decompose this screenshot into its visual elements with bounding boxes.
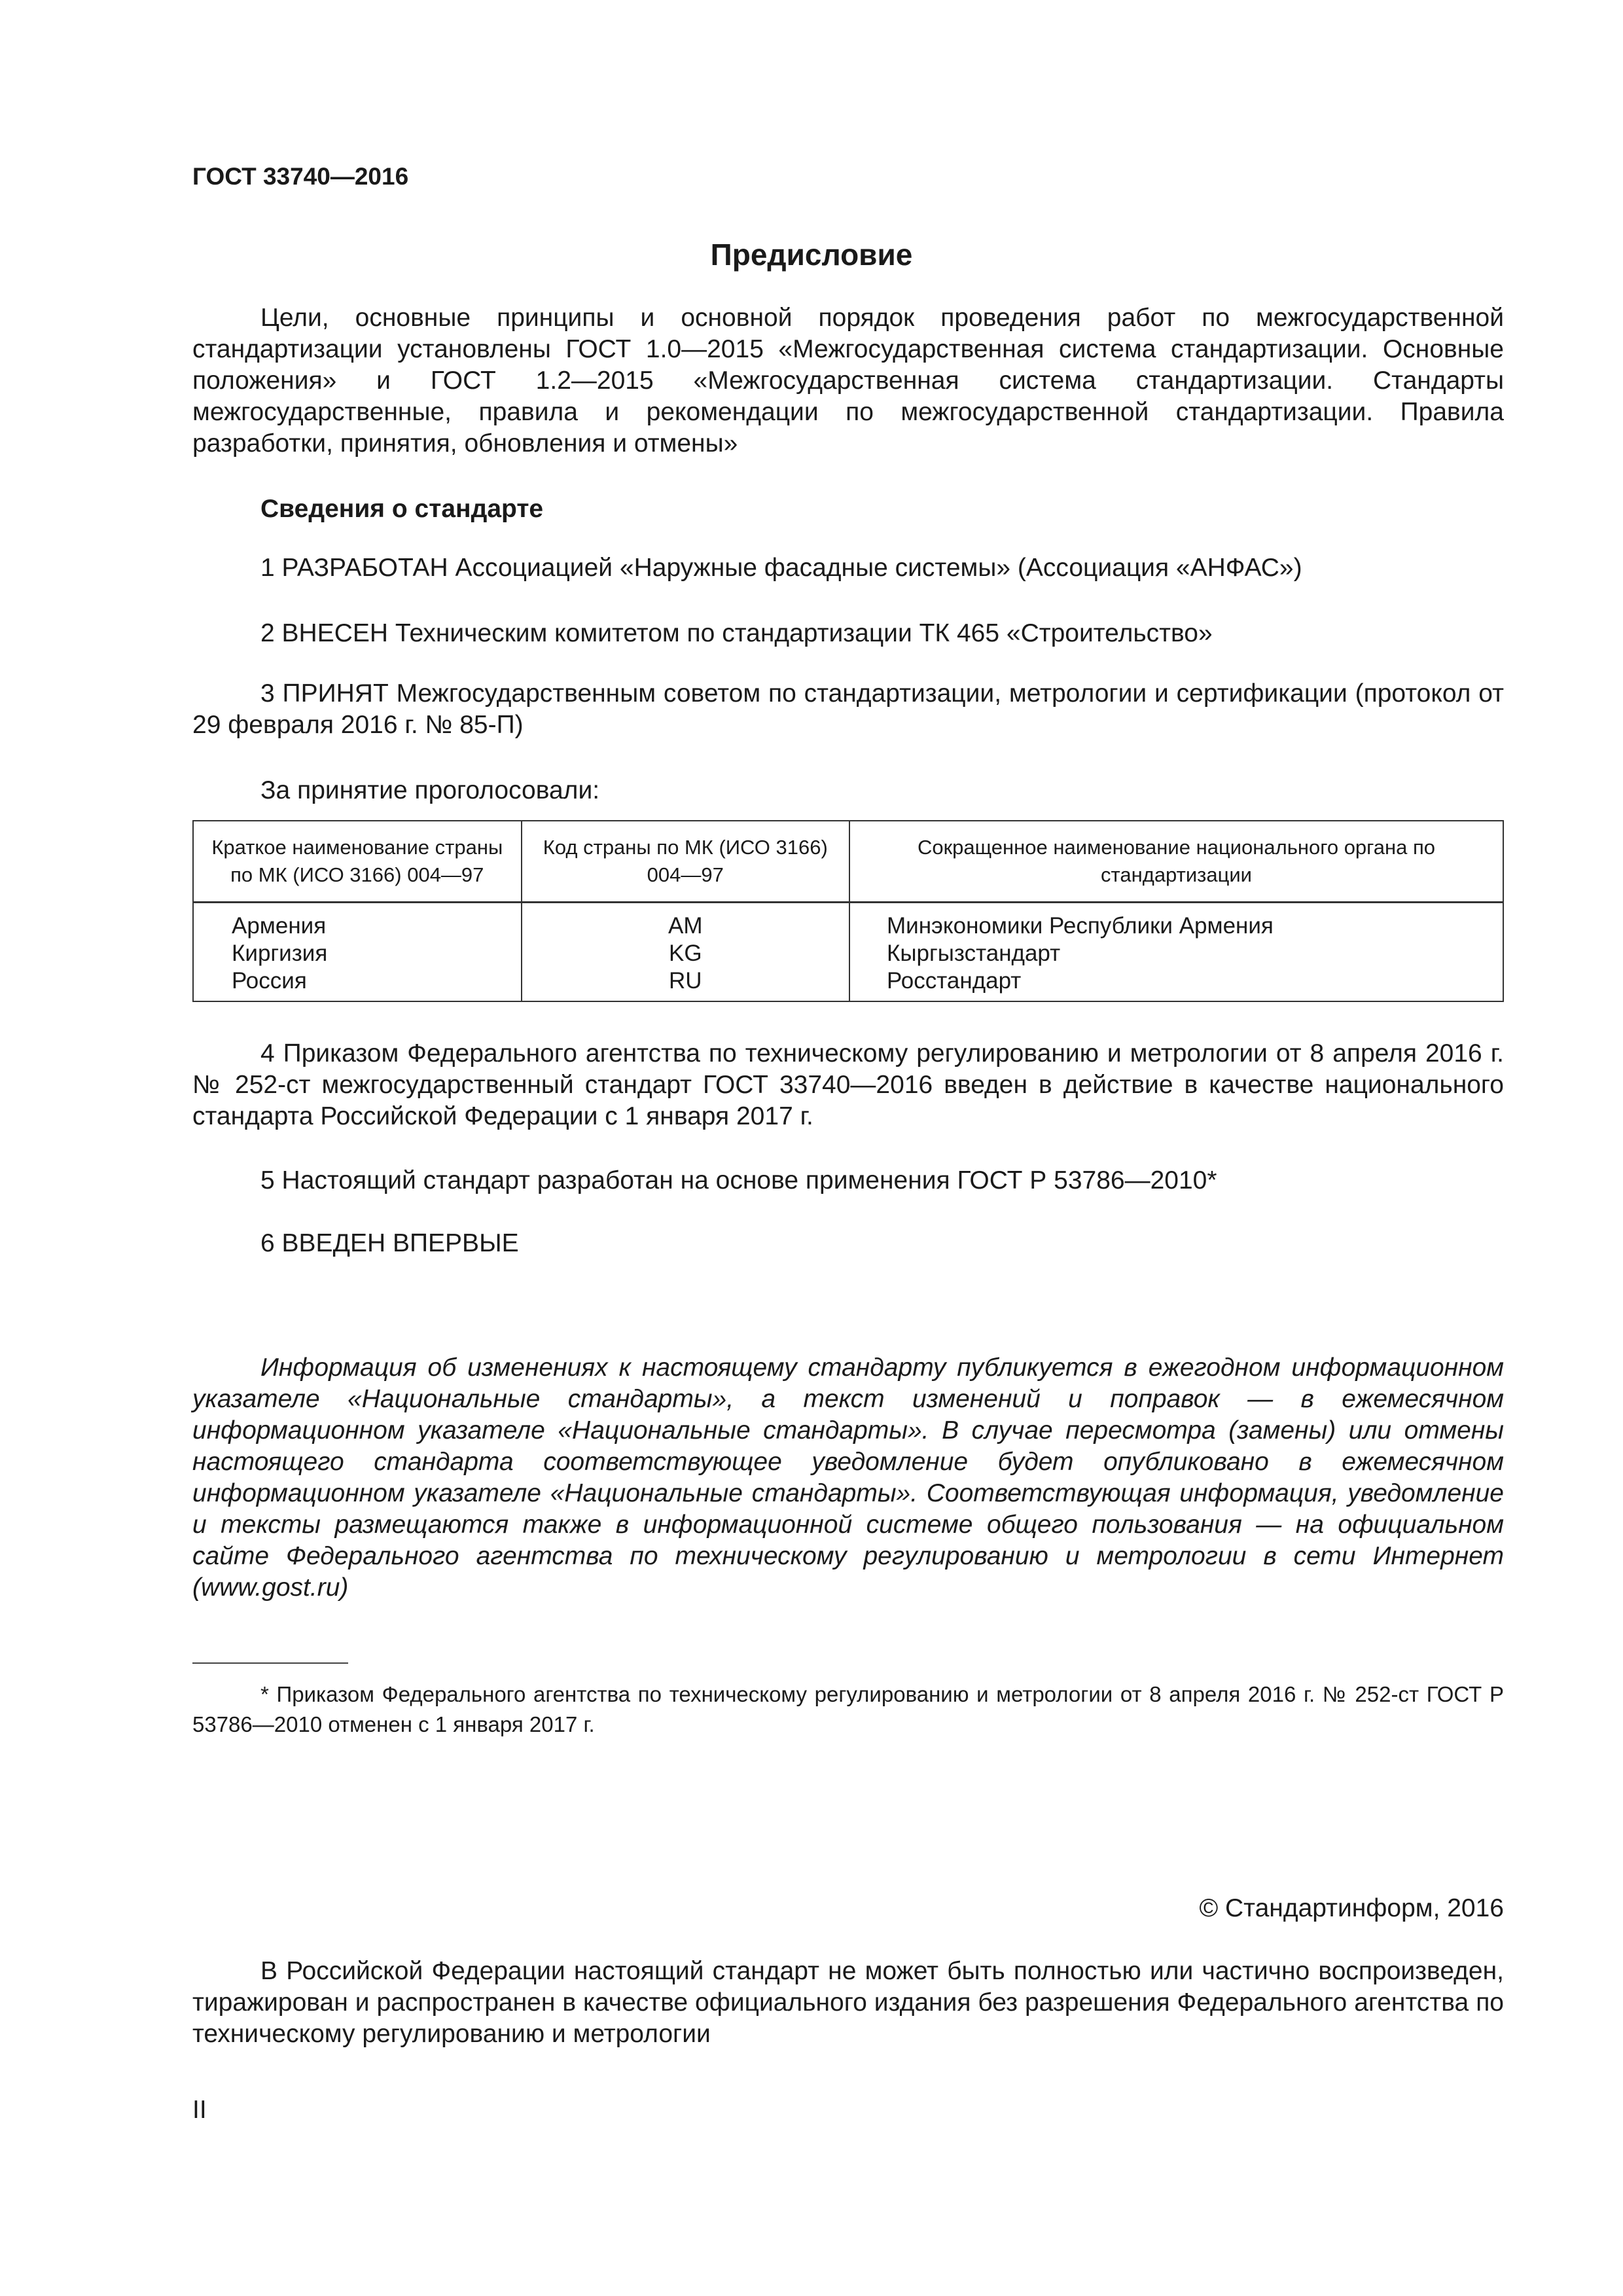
footnote-divider <box>192 1662 348 1664</box>
copyright: © Стандартинформ, 2016 <box>1199 1894 1504 1922</box>
preface-intro: Цели, основные принципы и основной порядок проведения работ по межгосударственной стандартизации установлены ГОСТ 1.0—2015 «Межгосударственная система стандартизации. Основные положения» и ГОСТ 1.2—2015 «Межгосударственная система стандартизации. Стандарты межгосударственные, правила и рекомендации по межгосударственной стандартизации. Правила разработки, принятия, обновления и отмены» <box>192 304 1504 457</box>
page-number: II <box>192 2096 207 2124</box>
item-first-introduced: 6 ВВЕДЕН ВПЕРВЫЕ <box>260 1229 519 1257</box>
item-submitted: 2 ВНЕСЕН Техническим комитетом по стандартизации ТК 465 «Строительство» <box>260 619 1213 647</box>
footnote: * Приказом Федерального агентства по техническому регулированию и метрологии от 8 апреля 2016 г. № 252-ст ГОСТ Р 53786—2010 отменен с 1 января 2017 г. <box>192 1682 1504 1736</box>
country-name: Россия <box>232 968 307 994</box>
preface-title: Предисловие <box>710 238 913 272</box>
doc-code-header: ГОСТ 33740—2016 <box>192 163 409 190</box>
voting-table <box>192 820 1504 1002</box>
country-name: Киргизия <box>232 941 328 966</box>
country-name-column <box>193 903 522 1002</box>
country-code: RU <box>669 968 702 994</box>
reproduction-restriction: В Российской Федерации настоящий стандарт не может быть полностью или частично воспроизведен, тиражирован и распространен в качестве официального издания без разрешения Федерального агентства по техническому регулированию и метрологии <box>192 1957 1504 2048</box>
table-header-row <box>193 821 1503 903</box>
standard-info-heading: Сведения о стандарте <box>260 495 544 523</box>
item-enacted: 4 Приказом Федерального агентства по техническому регулированию и метрологии от 8 апреля 2016 г. № 252-ст межгосударственный стандарт ГОСТ 33740—2016 введен в действие в качестве национального стандарта Российской Федерации с 1 января 2017 г. <box>192 1039 1504 1130</box>
national-body: Кыргызстандарт <box>887 941 1061 966</box>
voted-label: За принятие проголосовали: <box>260 776 600 804</box>
header-national-body: Сокращенное наименование национального органа по стандартизации <box>849 821 1503 903</box>
item-basis: 5 Настоящий стандарт разработан на основе применения ГОСТ Р 53786—2010* <box>260 1166 1217 1194</box>
header-country-name: Краткое наименование страны по МК (ИСО 3166) 004—97 <box>193 821 522 903</box>
item-developed: 1 РАЗРАБОТАН Ассоциацией «Наружные фасадные системы» (Ассоциация «АНФАС») <box>260 554 1302 582</box>
national-body: Минэкономики Республики Армения <box>887 913 1274 939</box>
country-name: Армения <box>232 913 327 939</box>
national-body-column <box>849 903 1503 1002</box>
changes-information: Информация об изменениях к настоящему стандарту публикуется в ежегодном информационном указателе «Национальные стандарты», а текст изменений и поправок — в ежемесячном информационном указателе «Национальные стандарты». В случае пересмотра (замены) или отмены настоящего стандарта соответствующее уведомление будет опубликовано в ежемесячном информационном указателе «Национальные стандарты». Соответствующая информация, уведомление и тексты размещаются также в информационной системе общего пользования — на официальном сайте Федерального агентства по техническому регулированию и метрологии в сети Интернет (www.gost.ru) <box>192 1354 1504 1602</box>
item-adopted: 3 ПРИНЯТ Межгосударственным советом по стандартизации, метрологии и сертификации (протокол от 29 февраля 2016 г. № 85-П) <box>192 679 1504 739</box>
country-code: KG <box>669 941 702 966</box>
table-body-row <box>193 903 1503 1002</box>
national-body: Росстандарт <box>887 968 1022 994</box>
country-code: AM <box>668 913 703 939</box>
header-country-code: Код страны по МК (ИСО 3166) 004—97 <box>522 821 849 903</box>
country-code-column <box>522 903 849 1002</box>
